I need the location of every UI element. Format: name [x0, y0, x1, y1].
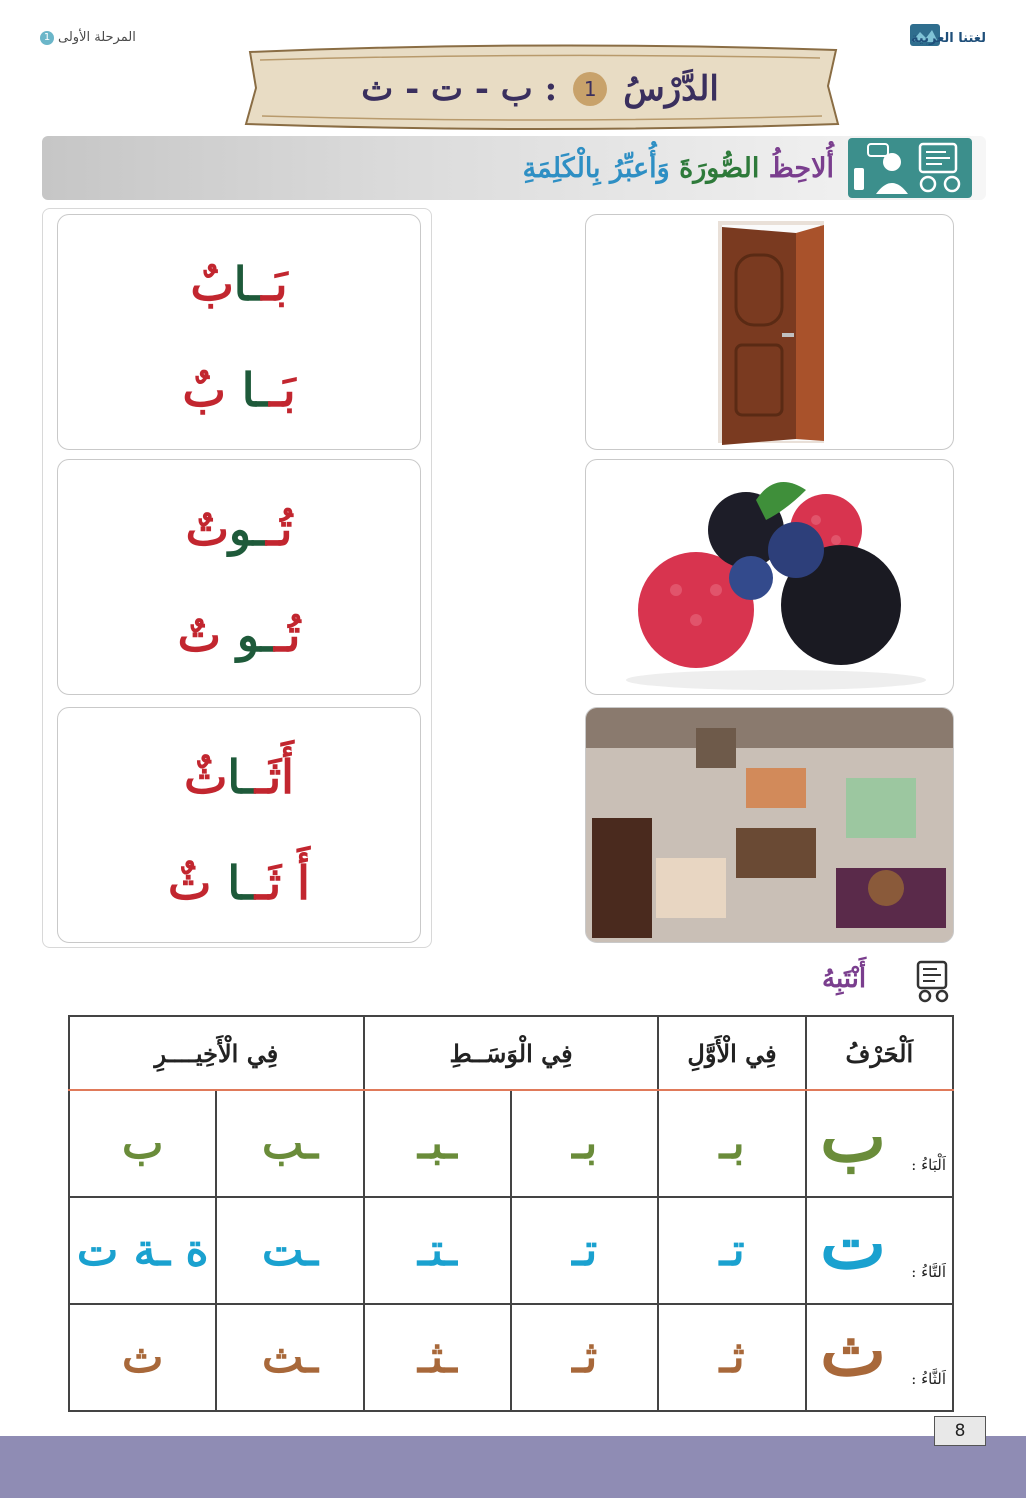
page-number: 8	[934, 1416, 986, 1446]
letter-name: اَلثَّاءُ :	[911, 1370, 946, 1388]
stage-number: 1	[40, 31, 54, 45]
table-header-row	[69, 1016, 953, 1090]
word-segment: تٌ	[177, 608, 237, 662]
letter-cell	[806, 1090, 953, 1197]
form-last: ب	[69, 1090, 216, 1197]
write-title: أَنْتَبِهُ	[822, 964, 867, 994]
word-card-athath	[57, 707, 421, 943]
stage-label-text: المرحلة الأولى	[58, 30, 136, 45]
form-first: ثـ	[658, 1304, 805, 1411]
footer-bar	[0, 1436, 1026, 1498]
form-first: تـ	[658, 1197, 805, 1304]
lesson-title	[240, 54, 840, 124]
word-card-bab	[57, 214, 421, 450]
word-segment: ـا	[227, 856, 255, 910]
letter-cell	[806, 1197, 953, 1304]
word-full	[58, 257, 420, 311]
lesson-number: 1	[573, 72, 607, 106]
word-segment: تُـ	[266, 502, 293, 556]
letter-forms-table	[68, 1015, 954, 1412]
word-segment: بَـ	[269, 363, 296, 417]
instruction-part2: الصُّورَةَ	[679, 153, 760, 184]
word-split	[58, 608, 420, 662]
word-full	[58, 502, 420, 556]
word-segment: ثٌ	[168, 856, 228, 910]
header-middle: فِي الْوَسَــطِ	[364, 1016, 659, 1090]
door-image	[585, 214, 954, 450]
instruction-part3: وَأُعبِّرُ بِالْكَلِمَةِ	[522, 153, 670, 184]
table-row	[69, 1304, 953, 1411]
word-segment: تُـ	[274, 608, 301, 662]
form-last: ث	[69, 1304, 216, 1411]
word-full	[58, 750, 420, 804]
letter-glyph: ت	[820, 1202, 886, 1285]
word-segment: بَـ	[261, 257, 288, 311]
instruction-part1: أُلاحِظُ	[768, 153, 834, 184]
write-icon	[910, 958, 956, 1004]
word-segment: ـا	[241, 363, 270, 417]
stage-label	[40, 30, 136, 45]
lesson-title-word: الدَّرْسُ	[623, 69, 719, 109]
form-last: ـث	[216, 1304, 363, 1411]
form-last: ـب	[216, 1090, 363, 1197]
word-segment: ـو	[236, 608, 275, 662]
form-middle: بـ	[511, 1090, 658, 1197]
table-row	[69, 1090, 953, 1197]
word-card-tut	[57, 459, 421, 695]
furniture-image	[585, 707, 954, 943]
form-middle: ثـ	[511, 1304, 658, 1411]
form-middle: ـتـ	[364, 1197, 511, 1304]
letter-glyph: ب	[820, 1095, 886, 1178]
lesson-letters: : ب - ت - ث	[361, 69, 558, 109]
form-first: بـ	[658, 1090, 805, 1197]
header-letter: اَلْحَرْفُ	[806, 1016, 953, 1090]
berries-image	[585, 459, 954, 695]
word-segment: أَ ثَـ	[254, 856, 310, 910]
form-last: ة ـة ت	[69, 1197, 216, 1304]
word-segment: ـو	[228, 502, 267, 556]
word-split	[58, 856, 420, 910]
letter-name: اَلتَّاءُ :	[911, 1263, 946, 1281]
word-segment: ـا	[227, 750, 255, 804]
word-split	[58, 363, 420, 417]
word-segment: بٌ	[182, 363, 242, 417]
logo-text: لغتنا العربية	[910, 31, 986, 46]
word-segment: تٌ	[185, 502, 229, 556]
word-segment: ـا	[233, 257, 262, 311]
word-segment: أَثَـ	[254, 750, 294, 804]
word-segment: ثٌ	[184, 750, 228, 804]
instruction-text	[380, 146, 834, 192]
observe-speak-icon	[848, 138, 972, 198]
form-middle: تـ	[511, 1197, 658, 1304]
letter-name: اَلْبَاءُ :	[911, 1156, 946, 1174]
form-middle: ـثـ	[364, 1304, 511, 1411]
header-last: فِي الْأَخِيــــرِ	[69, 1016, 364, 1090]
table-row	[69, 1197, 953, 1304]
letter-cell	[806, 1304, 953, 1411]
header-first: فِي الْأَوَّلِ	[658, 1016, 805, 1090]
logo	[908, 18, 988, 52]
form-middle: ـبـ	[364, 1090, 511, 1197]
word-segment: بٌ	[190, 257, 234, 311]
form-last: ـت	[216, 1197, 363, 1304]
letter-glyph: ث	[820, 1309, 886, 1392]
